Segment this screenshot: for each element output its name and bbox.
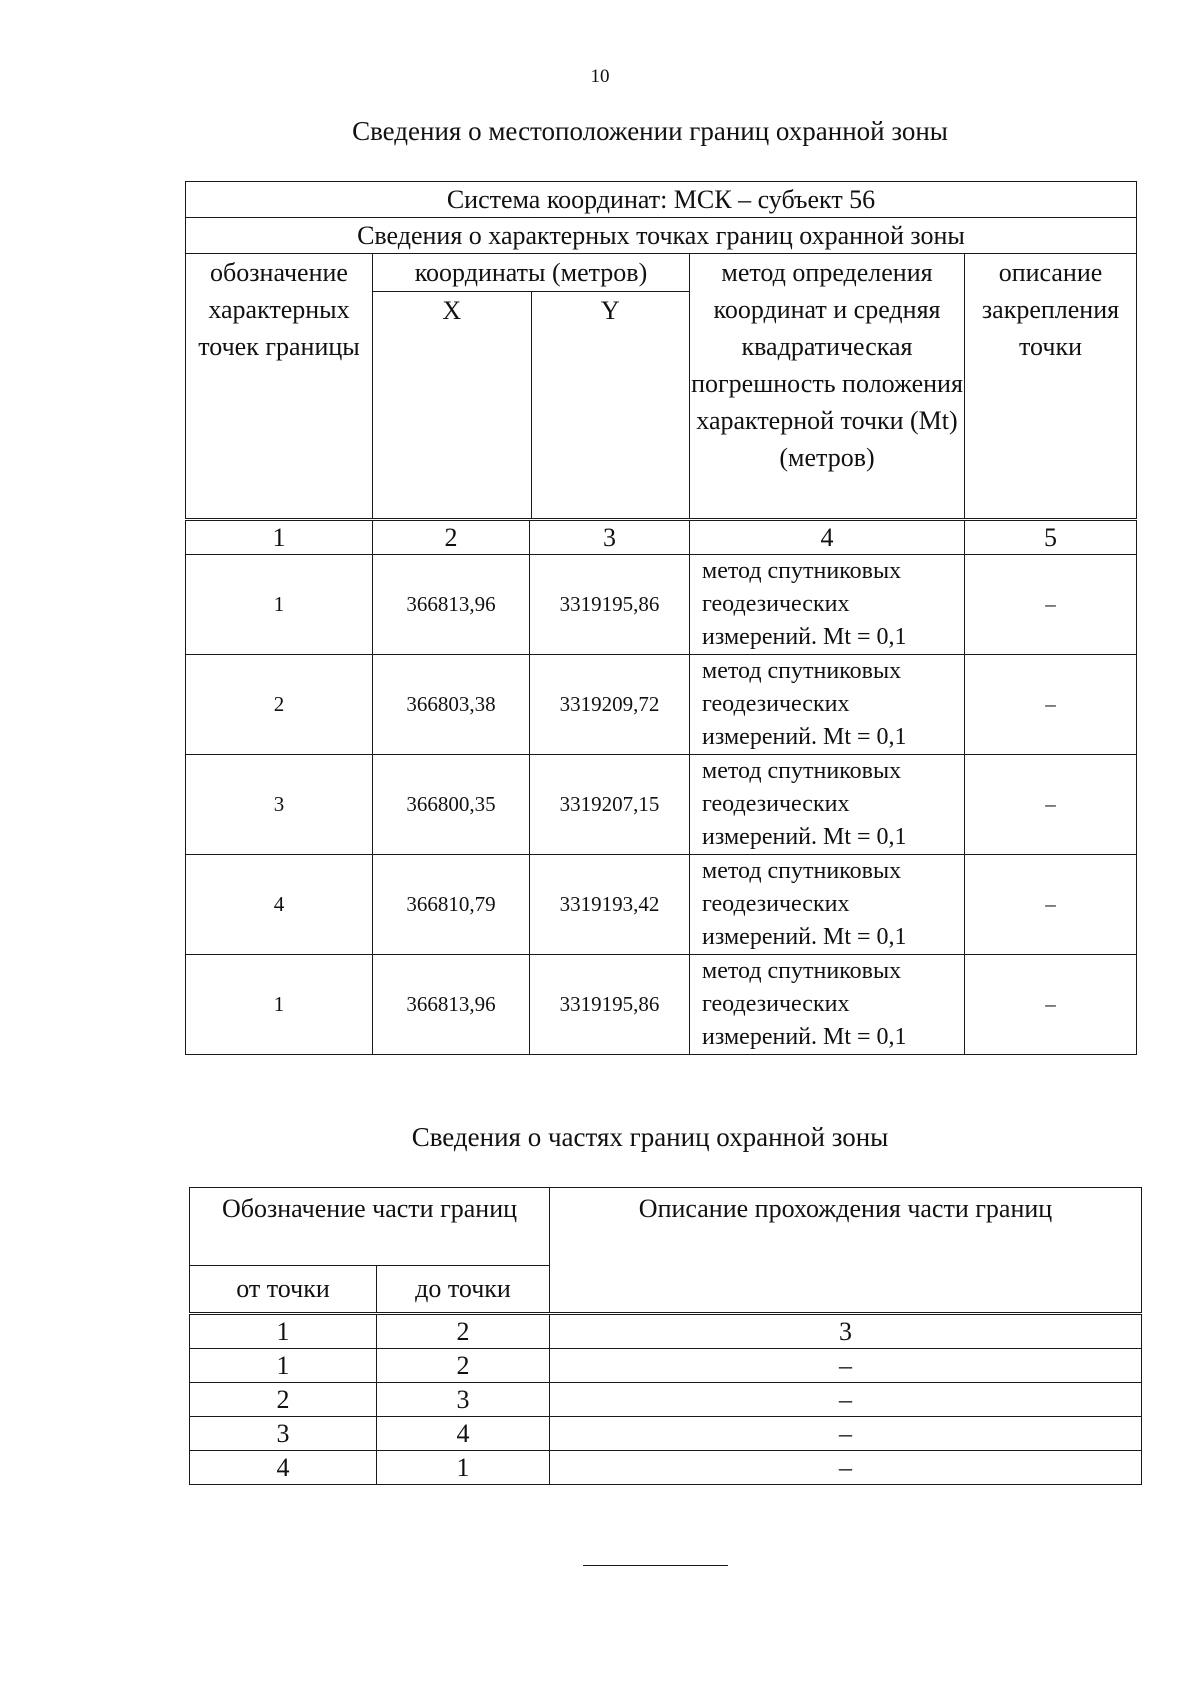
from-cell: 1 bbox=[190, 1349, 377, 1383]
x-header: X bbox=[373, 292, 532, 518]
column-number: 3 bbox=[530, 520, 690, 555]
description-cell: – bbox=[965, 555, 1137, 655]
part-designation-header: Обозначение части границ bbox=[190, 1188, 550, 1266]
column-number: 5 bbox=[965, 520, 1137, 555]
coordinates-header-label: координаты (метров) bbox=[373, 254, 689, 292]
method-cell: метод спутниковых геодезических измерений. Mt = 0,1 bbox=[690, 655, 965, 755]
description-cell: – bbox=[550, 1349, 1142, 1383]
point-cell: 2 bbox=[186, 655, 373, 755]
fixing-description-header: описание закрепления точки bbox=[965, 254, 1137, 520]
table-row bbox=[186, 755, 1137, 855]
y-header: Y bbox=[600, 296, 620, 325]
table-row bbox=[186, 855, 1137, 955]
description-cell: – bbox=[550, 1451, 1142, 1485]
y-cell: 3319195,86 bbox=[530, 955, 690, 1055]
from-cell: 4 bbox=[190, 1451, 377, 1485]
point-cell: 1 bbox=[186, 555, 373, 655]
boundary-location-title: Сведения о местоположении границ охранной зоны bbox=[352, 116, 948, 146]
table-row bbox=[190, 1349, 1142, 1383]
point-designation-header: обозначение характерных точек границы bbox=[186, 254, 373, 520]
to-cell: 2 bbox=[377, 1349, 550, 1383]
to-cell: 4 bbox=[377, 1417, 550, 1451]
method-cell: метод спутниковых геодезических измерений. Mt = 0,1 bbox=[690, 755, 965, 855]
from-cell: 2 bbox=[190, 1383, 377, 1417]
page-number: 10 bbox=[590, 66, 610, 87]
description-cell: – bbox=[965, 755, 1137, 855]
to-cell: 1 bbox=[377, 1451, 550, 1485]
y-cell: 3319207,15 bbox=[530, 755, 690, 855]
column-number: 2 bbox=[373, 520, 530, 555]
x-cell: 366810,79 bbox=[373, 855, 530, 955]
table-row bbox=[190, 1417, 1142, 1451]
x-cell: 366813,96 bbox=[373, 955, 530, 1055]
method-cell: метод спутниковых геодезических измерений. Mt = 0,1 bbox=[690, 955, 965, 1055]
coordinate-system-header: Система координат: МСК – субъект 56 bbox=[186, 182, 1137, 218]
table-row bbox=[186, 655, 1137, 755]
point-cell: 1 bbox=[186, 955, 373, 1055]
table-row bbox=[190, 1383, 1142, 1417]
y-cell: 3319193,42 bbox=[530, 855, 690, 955]
description-cell: – bbox=[965, 655, 1137, 755]
table-row bbox=[186, 555, 1137, 655]
method-header: метод определения координат и средняя квадратическая погрешность положения характерной точки (Mt) (метров) bbox=[690, 254, 965, 520]
method-cell: метод спутниковых геодезических измерений. Mt = 0,1 bbox=[690, 555, 965, 655]
point-cell: 4 bbox=[186, 855, 373, 955]
to-cell: 3 bbox=[377, 1383, 550, 1417]
column-number: 3 bbox=[550, 1314, 1142, 1349]
description-cell: – bbox=[550, 1383, 1142, 1417]
y-cell: 3319209,72 bbox=[530, 655, 690, 755]
from-point-header: от точки bbox=[190, 1266, 377, 1314]
boundary-parts-table bbox=[189, 1187, 1142, 1485]
boundary-points-table bbox=[185, 181, 1137, 1055]
coordinates-header bbox=[373, 254, 690, 520]
x-cell: 366800,35 bbox=[373, 755, 530, 855]
description-cell: – bbox=[550, 1417, 1142, 1451]
column-number: 1 bbox=[190, 1314, 377, 1349]
x-cell: 366813,96 bbox=[373, 555, 530, 655]
x-cell: 366803,38 bbox=[373, 655, 530, 755]
boundary-parts-title: Сведения о частях границ охранной зоны bbox=[411, 1122, 889, 1152]
to-point-header: до точки bbox=[377, 1266, 550, 1314]
table-row bbox=[186, 955, 1137, 1055]
part-description-header: Описание прохождения части границ bbox=[550, 1188, 1142, 1314]
description-cell: – bbox=[965, 855, 1137, 955]
method-cell: метод спутниковых геодезических измерений. Mt = 0,1 bbox=[690, 855, 965, 955]
column-number: 4 bbox=[690, 520, 965, 555]
description-cell: – bbox=[965, 955, 1137, 1055]
points-subheader: Сведения о характерных точках границ охранной зоны bbox=[186, 218, 1137, 254]
from-cell: 3 bbox=[190, 1417, 377, 1451]
end-divider bbox=[583, 1565, 728, 1566]
y-cell: 3319195,86 bbox=[530, 555, 690, 655]
column-number: 2 bbox=[377, 1314, 550, 1349]
point-cell: 3 bbox=[186, 755, 373, 855]
column-number: 1 bbox=[186, 520, 373, 555]
table-row bbox=[190, 1451, 1142, 1485]
